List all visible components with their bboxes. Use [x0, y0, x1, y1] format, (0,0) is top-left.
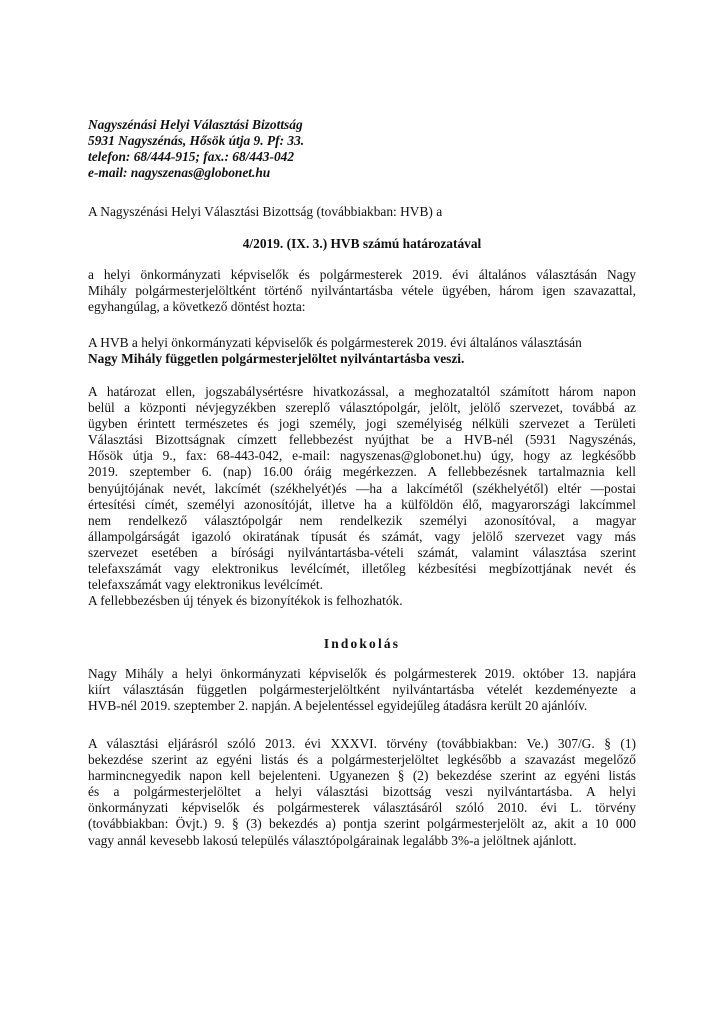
- appeal-line: telefaxszámát vagy elektronikus levélcímét, illetőleg kézbesítési megbízottjának nevét és: [88, 561, 636, 577]
- decision-line: A HVB a helyi önkormányzati képviselők és polgármesterek 2019. évi általános választásán: [88, 335, 582, 350]
- reasoning-line: A választási eljárásról szóló 2013. évi XXXVI. törvény (továbbiakban: Ve.) 307/G. § (1): [88, 736, 636, 751]
- appeal-line: telefaxszámát vagy elektronikus levélcímét.: [88, 577, 323, 593]
- issuer-email: e-mail: nagyszenas@globonet.hu: [88, 165, 271, 181]
- reasoning-line: Nagy Mihály a helyi önkormányzati képviselők és polgármesterek 2019. október 13. napjára: [88, 666, 636, 681]
- reasoning-line: kiírt választásán független polgármesterjelöltként nyilvántartásba vételét kezdeményezte a: [88, 682, 636, 698]
- reasoning-paragraph-1: [88, 666, 636, 714]
- reasoning-line: HVB-nél 2019. szeptember 2. napján. A bejelentéssel egyidejűleg átadásra került 20 ajánlóív.: [88, 698, 588, 714]
- appeal-line: szervezet esetében a bírósági nyilvántartásba-vételi számát, valamint választása szerint: [88, 544, 636, 560]
- appeal-line: belül a központi névjegyzékben szereplő választópolgár, jelölt, jelölő szervezet, továbbá az: [88, 400, 636, 416]
- appeal-paragraph: [88, 384, 636, 609]
- appeal-line: A határozat ellen, jogszabálysértésre hivatkozással, a meghozataltól számított három napon: [88, 384, 636, 399]
- appeal-line: ügyben érintett természetes és jogi személy, jogi személyiség nélküli szervezet a Területi: [88, 416, 636, 432]
- appeal-line: 2019. szeptember 6. (nap) 16.00 óráig megérkezzen. A fellebbezésnek tartalmaznia kell: [88, 464, 636, 480]
- issuer-header: [88, 117, 304, 181]
- decision-intro-line: egyhangúlag, a következő döntést hozta:: [88, 299, 306, 315]
- appeal-line: állampolgárságát igazoló okiratának típusát és számát, vagy jelölő szervezet vagy más: [88, 528, 636, 544]
- reasoning-line: (továbbiakban: Övjt.) 9. § (3) bekezdés a) pontja szerint polgármesterjelölt az, akit a 10 000: [88, 816, 636, 832]
- issuer-phone: telefon: 68/444-915; fax.: 68/443-042: [88, 149, 295, 165]
- reasoning-line: önkormányzati képviselők és polgármesterek választásáról szóló 2010. évi L. törvény: [88, 800, 636, 816]
- decision-intro-line: a helyi önkormányzati képviselők és polgármesterek 2019. évi általános választásán Nagy: [88, 267, 636, 282]
- reasoning-line: vagy annál kevesebb lakosú település választópolgárainak legalább 3%-a jelöltnek ajánlott.: [88, 832, 577, 848]
- reasoning-line: bekezdése szerint az egyéni listás és a polgármesterjelöltet legkésőbb a szavazást megelőző: [88, 752, 636, 768]
- reasoning-line: és a polgármesterjelöltet a helyi választási bizottság veszi nyilvántartásba. A helyi: [88, 784, 636, 800]
- reasoning-paragraph-2: [88, 736, 636, 849]
- decision-paragraph: [88, 335, 636, 367]
- appeal-line: értesítési címét, személyi azonosítóját, illetve ha a külföldön élő, magyarországi lakcímmel: [88, 496, 636, 512]
- appeal-line: Hősök útja 9., fax: 68-443-042, e-mail: nagyszenas@globonet.hu) úgy, hogy az legkésőbb: [88, 448, 636, 464]
- decision-intro-paragraph: [88, 267, 636, 315]
- resolution-title: 4/2019. (IX. 3.) HVB számú határozatával: [242, 236, 482, 251]
- issuer-name: Nagyszénási Helyi Választási Bizottság: [88, 117, 303, 132]
- decision-intro-line: Mihály polgármesterjelöltként történő nyilvántartásba vétele ügyében, három igen szavazattal,: [88, 283, 636, 299]
- intro-line: A Nagyszénási Helyi Választási Bizottság (továbbiakban: HVB) a: [88, 204, 443, 219]
- decision-bold-line: Nagy Mihály független polgármesterjelöltet nyilvántartásba veszi.: [88, 351, 465, 367]
- reasoning-title: Indokolás: [323, 636, 401, 651]
- new-facts-line: A fellebbezésben új tények és bizonyítékok is felhozhatók.: [88, 593, 403, 609]
- issuer-address: 5931 Nagyszénás, Hősök útja 9. Pf: 33.: [88, 133, 305, 149]
- appeal-line: nem rendelkező választópolgár nem rendelkezik személyi azonosítóval, a magyar: [88, 512, 636, 528]
- appeal-line: benyújtójának nevét, lakcímét (székhelyét)és —ha a lakcímétől (székhelyétől) eltér —postai: [88, 480, 636, 496]
- reasoning-line: harmincnegyedik napon kell bejelenteni. Ugyanezen § (2) bekezdése szerint az egyéni listás: [88, 768, 636, 784]
- appeal-line: Választási Bizottságnak címzett fellebbezést nyújthat be a HVB-nél (5931 Nagyszénás,: [88, 432, 636, 448]
